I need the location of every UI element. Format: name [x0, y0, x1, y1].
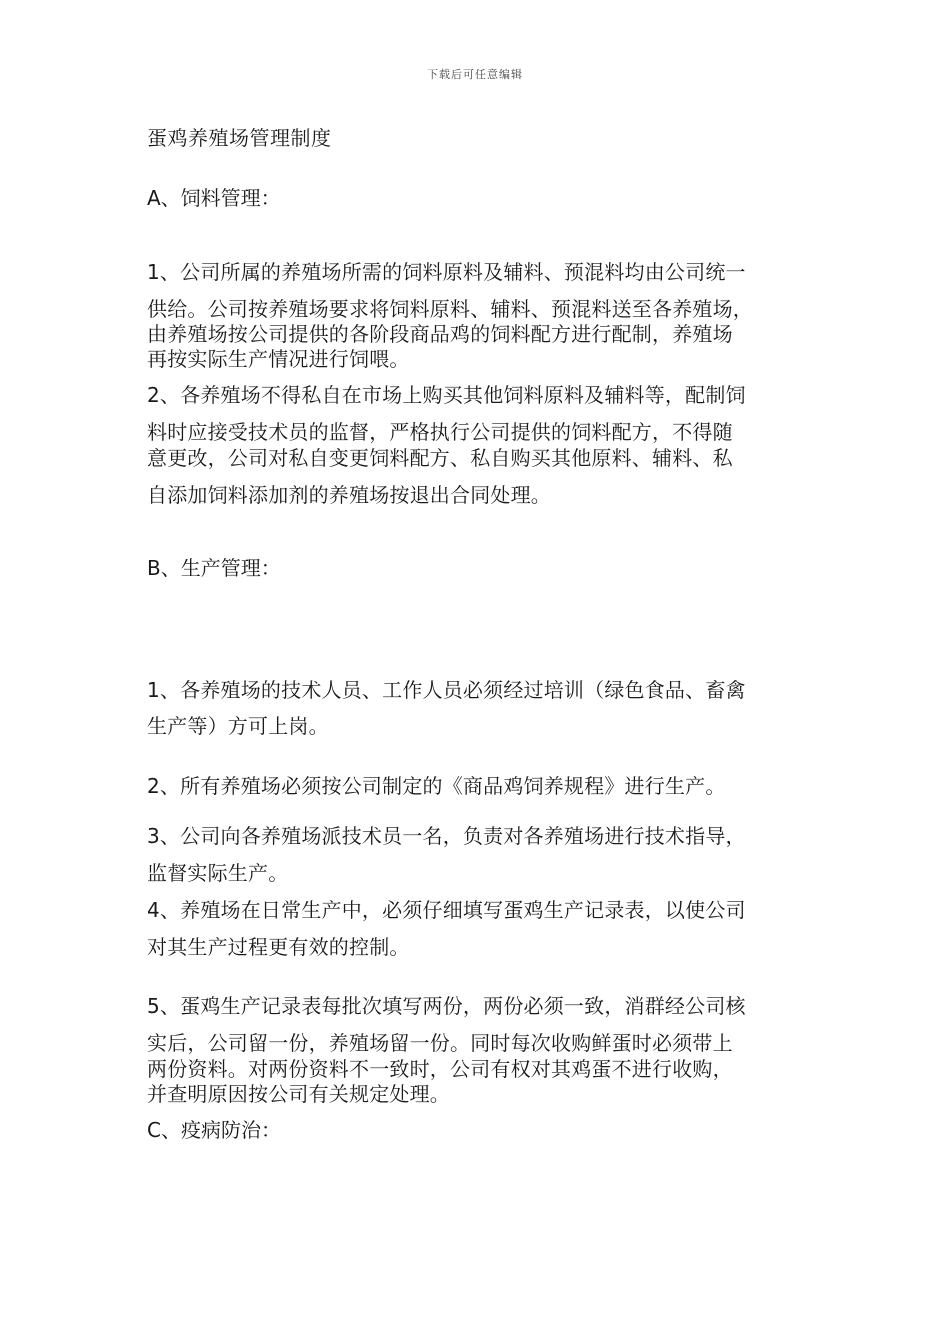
section-a-p2-line3: 意更改，公司对私自变更饲料配方、私自购买其他原料、辅料、私 [147, 446, 733, 470]
section-b-p5-line4: 并查明原因按公司有关规定处理。 [147, 1082, 450, 1106]
section-b-p4-line1: 4、养殖场在日常生产中，必须仔细填写蛋鸡生产记录表，以使公司 [147, 898, 746, 922]
section-b-heading: B、生产管理： [147, 556, 281, 580]
page-header: 下载后可任意编辑 [427, 68, 523, 81]
section-a-p2-line4: 自添加饲料添加剂的养殖场按退出合同处理。 [147, 483, 551, 507]
section-a-p1-line2: 供给。公司按养殖场要求将饲料原料、辅料、预混料送至各养殖场， [147, 297, 753, 321]
section-b-p3-line1: 3、公司向各养殖场派技术员一名，负责对各养殖场进行技术指导， [147, 824, 746, 848]
section-c-heading: C、疫病防治： [147, 1118, 281, 1142]
section-a-heading: A、饲料管理： [147, 186, 281, 210]
section-b-p5-line3: 两份资料。对两份资料不一致时，公司有权对其鸡蛋不进行收购， [147, 1057, 733, 1081]
section-a-p1-line3: 由养殖场按公司提供的各阶段商品鸡的饲料配方进行配制，养殖场 [147, 322, 733, 346]
section-a-p1-line1: 1、公司所属的养殖场所需的饲料原料及辅料、预混料均由公司统一 [147, 260, 746, 284]
section-b-p2-line1: 2、所有养殖场必须按公司制定的《商品鸡饲养规程》进行生产。 [147, 774, 726, 798]
section-a-p2-line1: 2、各养殖场不得私自在市场上购买其他饲料原料及辅料等，配制饲 [147, 383, 746, 407]
section-a-p1-line4: 再按实际生产情况进行饲喂。 [147, 347, 410, 371]
section-b-p1-line1: 1、各养殖场的技术人员、工作人员必须经过培训（绿色食品、畜禽 [147, 678, 746, 702]
section-b-p4-line2: 对其生产过程更有效的控制。 [147, 935, 410, 959]
section-b-p1-line2: 生产等）方可上岗。 [147, 714, 329, 738]
section-a-p2-line2: 料时应接受技术员的监督，严格执行公司提供的饲料配方，不得随 [147, 420, 733, 444]
section-b-p5-line2: 实后，公司留一份，养殖场留一份。同时每次收购鲜蛋时必须带上 [147, 1031, 733, 1055]
section-b-p5-line1: 5、蛋鸡生产记录表每批次填写两份，两份必须一致，消群经公司核 [147, 994, 746, 1018]
document-title: 蛋鸡养殖场管理制度 [147, 126, 332, 150]
section-b-p3-line2: 监督实际生产。 [147, 861, 289, 885]
